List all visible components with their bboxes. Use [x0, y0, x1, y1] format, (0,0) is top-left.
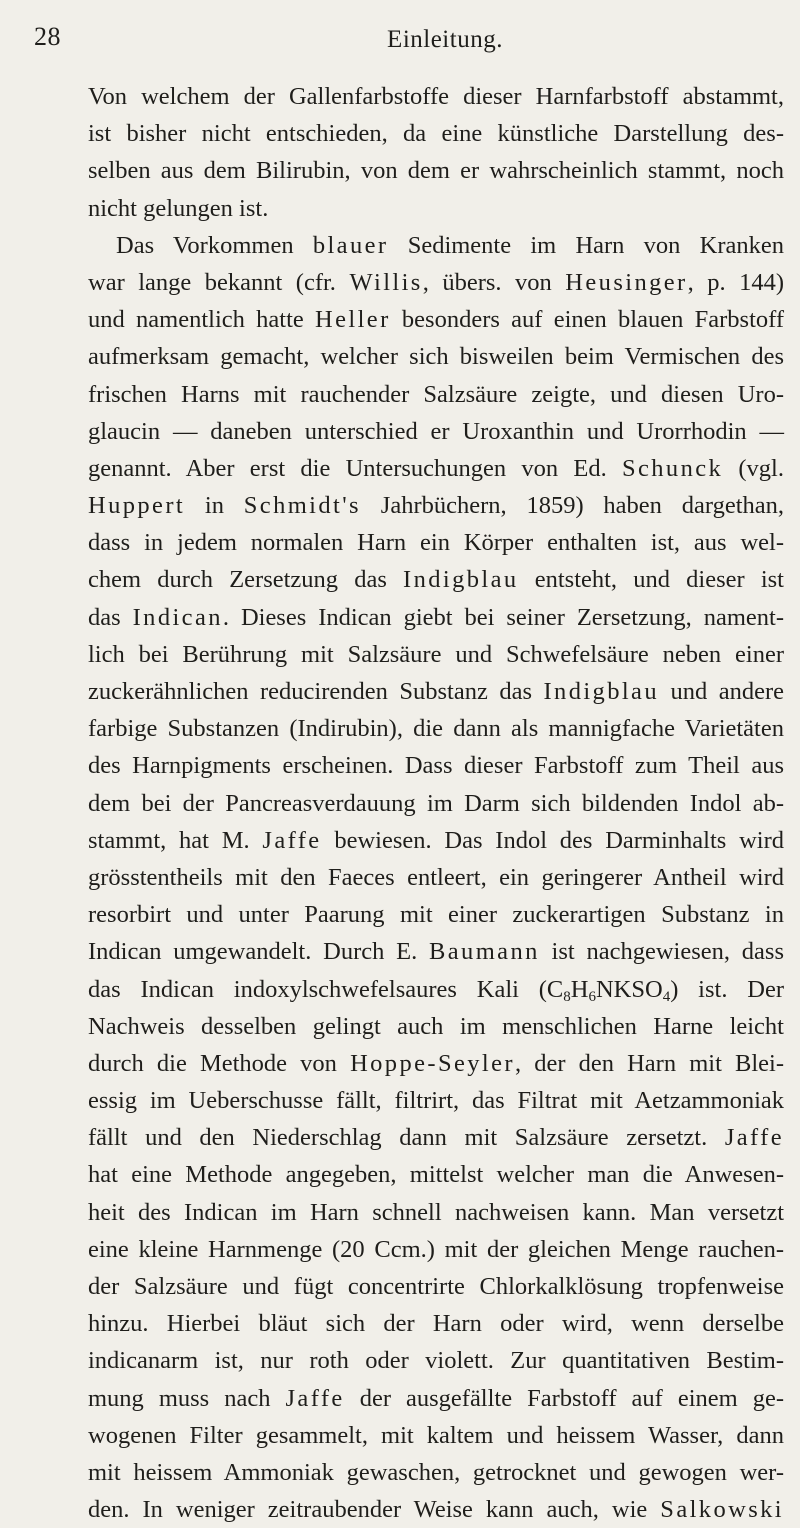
spaced-emphasis: Indigblau [403, 566, 519, 594]
line-text: war lange bekannt (cfr. [88, 268, 350, 296]
line-text: durch die Methode von [88, 1049, 351, 1077]
line-text: stammt, hat M. [88, 826, 263, 854]
line-text: in [185, 492, 244, 520]
text-line: nicht gelungen ist. [88, 194, 269, 222]
author-name-spaced: Hoppe-Seyler [350, 1049, 515, 1077]
line-text: ) ist. Der [670, 975, 784, 1003]
line-text: fällt und den Niederschlag dann mit Salzsäure zersetzt. [88, 1124, 725, 1152]
text-line [88, 487, 784, 524]
text-line: grösstentheils mit den Faeces entleert, ein geringerer Antheil wird [88, 863, 784, 891]
text-line: lich bei Berührung mit Salzsäure und Schwefelsäure neben einer [88, 640, 784, 668]
text-line [88, 450, 784, 487]
line-text: besonders auf einen blauen Farbstoff [390, 306, 784, 334]
author-name-spaced: Schmidt's [243, 492, 361, 520]
author-name-spaced: Huppert [88, 492, 186, 520]
line-text: chem durch Zersetzung das [88, 566, 404, 594]
text-line: frischen Harns mit rauchender Salzsäure zeigte, und diesen Uro- [88, 380, 784, 408]
text-line [88, 673, 784, 710]
line-text: das [88, 603, 133, 631]
text-line [88, 1119, 784, 1156]
text-line [88, 227, 784, 264]
spaced-emphasis: Indican [132, 603, 223, 631]
line-text: mung muss nach [88, 1384, 286, 1412]
author-name-spaced: Schunck [621, 454, 724, 482]
line-text: zuckerähnlichen reducirenden Substanz das [88, 678, 544, 705]
text-line: indicanarm ist, nur roth oder violett. Zur quantitativen Bestim- [88, 1347, 784, 1375]
line-text: , übers. von [422, 268, 566, 296]
text-line: glaucin — daneben unterschied er Uroxanthin und Urorrhodin — [88, 417, 784, 445]
text-line: essig im Ueberschusse fällt, filtrirt, das Filtrat mit Aetzammoniak [88, 1087, 784, 1115]
text-line: resorbirt und unter Paarung mit einer zuckerartigen Substanz in [88, 901, 784, 929]
text-line [88, 1380, 784, 1417]
line-text: , der den Harn mit Blei- [514, 1049, 784, 1077]
author-name-spaced: Willis [349, 268, 423, 296]
body-text [88, 78, 784, 1528]
line-text: und namentlich hatte [88, 306, 316, 334]
text-line: heit des Indican im Harn schnell nachweisen kann. Man versetzt [88, 1198, 784, 1226]
line-text: Indican umgewandelt. Durch E. [88, 938, 430, 966]
text-line: hinzu. Hierbei bläut sich der Harn oder wird, wenn derselbe [88, 1310, 784, 1338]
text-line [88, 264, 784, 301]
chemical-formula: $C_8H_6NKSO_4$ [546, 975, 671, 1005]
text-line [88, 971, 784, 1008]
text-line: eine kleine Harnmenge (20 Ccm.) mit der gleichen Menge rauchen- [88, 1235, 784, 1263]
line-text: (vgl. [723, 454, 784, 482]
text-line [88, 1491, 784, 1528]
line-text: , p. 144) [687, 268, 784, 296]
line-text: bewiesen. Das Indol des Darminhalts wird [321, 826, 784, 854]
line-text: Das Vorkommen [116, 231, 313, 259]
text-line [88, 822, 784, 859]
line-text: den. In weniger zeitraubender Weise kann auch, wie [88, 1496, 661, 1524]
line-text: entsteht, und dieser ist [518, 566, 784, 594]
text-line: aufmerksam gemacht, welcher sich bisweilen beim Vermischen des [88, 343, 784, 371]
text-line [88, 561, 784, 598]
text-line: des Harnpigments erscheinen. Dass dieser Farbstoff zum Theil aus [88, 752, 784, 780]
line-text: und andere [658, 678, 784, 705]
author-name-spaced: Jaffe [724, 1124, 784, 1152]
author-name-spaced: Heusinger [565, 268, 688, 296]
text-line: wogenen Filter gesammelt, mit kaltem und heissem Wasser, dann [88, 1421, 784, 1449]
text-line: selben aus dem Bilirubin, von dem er wahrscheinlich stammt, noch [88, 157, 784, 185]
page-number: 28 [34, 22, 61, 51]
text-line: dem bei der Pancreasverdauung im Darm sich bildenden Indol ab- [88, 789, 784, 817]
spaced-emphasis: Indigblau [543, 678, 659, 705]
text-line [88, 933, 784, 970]
text-line [88, 599, 784, 636]
line-text: das Indican indoxylschwefelsaures Kali ( [88, 975, 547, 1003]
text-line [88, 1045, 784, 1082]
author-name-spaced: Heller [315, 306, 391, 334]
text-line: ist bisher nicht entschieden, da eine künstliche Darstellung des- [88, 120, 784, 148]
line-text: genannt. Aber erst die Untersuchungen von Ed. [88, 454, 622, 482]
running-head: Einleitung. [387, 26, 503, 53]
line-text: der ausgefällte Farbstoff auf einem ge- [344, 1384, 784, 1412]
author-name-spaced: Baumann [429, 938, 540, 966]
line-text: . Dieses Indican giebt bei seiner Zersetzung, nament- [222, 603, 784, 631]
author-name-spaced: Jaffe [262, 826, 322, 854]
text-line: mit heissem Ammoniak gewaschen, getrocknet und gewogen wer- [88, 1458, 784, 1486]
text-line: dass in jedem normalen Harn ein Körper enthalten ist, aus wel- [88, 529, 784, 557]
line-text: Sedimente im Harn von Kranken [388, 231, 785, 259]
text-line: farbige Substanzen (Indirubin), die dann als mannigfache Varietäten [88, 715, 784, 743]
text-line: Von welchem der Gallenfarbstoffe dieser Harnfarbstoff abstammt, [88, 83, 784, 110]
author-name-spaced: Salkowski [660, 1496, 784, 1524]
line-text: ist nachgewiesen, dass [539, 938, 784, 966]
text-line: Nachweis desselben gelingt auch im menschlichen Harne leicht [88, 1012, 784, 1040]
spaced-emphasis: blauer [312, 231, 389, 259]
text-line: der Salzsäure und fügt concentrirte Chlorkalklösung tropfenweise [88, 1273, 784, 1300]
text-line: hat eine Methode angegeben, mittelst welcher man die Anwesen- [88, 1161, 784, 1189]
line-text: Jahrbüchern, 1859) haben dargethan, [361, 492, 784, 520]
author-name-spaced: Jaffe [285, 1384, 345, 1412]
text-line [88, 301, 784, 338]
